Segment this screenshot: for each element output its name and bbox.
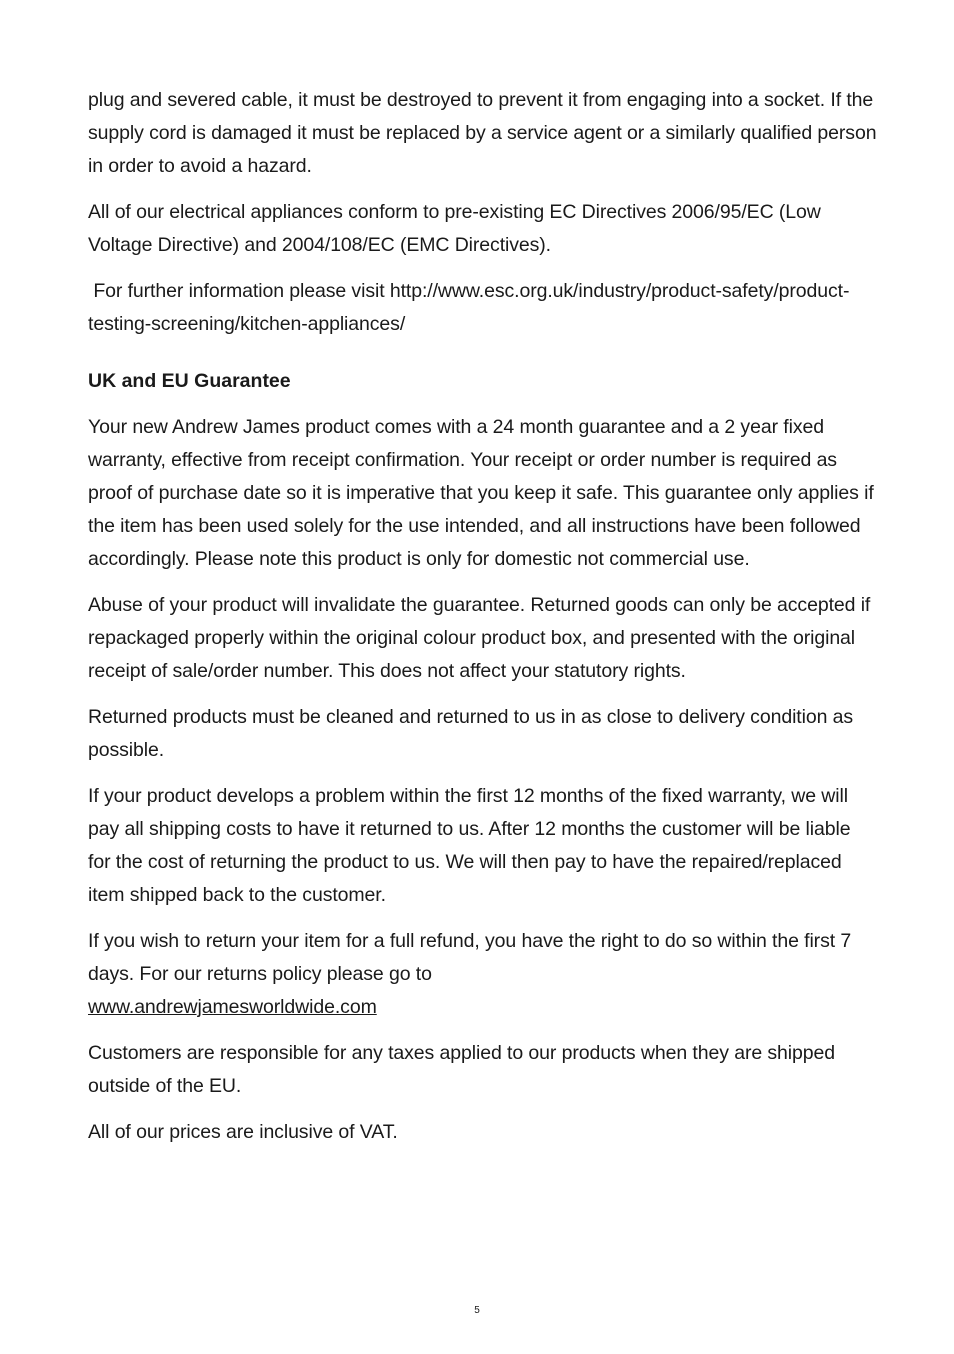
paragraph-further-information: For further information please visit http://www.esc.org.uk/industry/product-safety/product-testing-screening/kitchen-appliances/ bbox=[88, 280, 850, 335]
paragraph-taxes: Customers are responsible for any taxes applied to our products when they are shipped outside of the EU. bbox=[88, 1042, 836, 1097]
paragraph-shipping-costs: If your product develops a problem within the first 12 months of the fixed warranty, we will pay all shipping costs to have it returned to us. After 12 months the customer will be liable for the cost of returning the product to us. We will then pay to have the repaired/replaced item shipped back to the customer. bbox=[88, 785, 851, 906]
guarantee-heading: UK and EU Guarantee bbox=[88, 370, 291, 392]
paragraph-ec-directives: All of our electrical appliances conform to pre-existing EC Directives 2006/95/EC (Low Voltage Directive) and 2004/108/EC (EMC Directives). bbox=[88, 201, 821, 256]
paragraph-guarantee-terms: Your new Andrew James product comes with a 24 month guarantee and a 2 year fixed warranty, effective from receipt confirmation. Your receipt or order number is required as proof of purchase date so it is imperative that you keep it safe. This guarantee only applies if the item has been used solely for the use intended, and all instructions have been followed accordingly. Please note this product is only for domestic not commercial use. bbox=[88, 416, 874, 570]
paragraph-refund bbox=[88, 925, 878, 1024]
paragraph-abuse: Abuse of your product will invalidate the guarantee. Returned goods can only be accepted if repackaged properly within the original colour product box, and presented with the original receipt of sale/order number. This does not affect your statutory rights. bbox=[88, 594, 871, 682]
document-body bbox=[88, 84, 878, 1162]
returns-policy-link[interactable]: www.andrewjamesworldwide.com bbox=[88, 996, 377, 1018]
page-number: 5 bbox=[474, 1305, 480, 1316]
paragraph-supply-cord: plug and severed cable, it must be destroyed to prevent it from engaging into a socket. If the supply cord is damaged it must be replaced by a service agent or a similarly qualified person in order to avoid a hazard. bbox=[88, 89, 877, 177]
paragraph-returned-products: Returned products must be cleaned and returned to us in as close to delivery condition as possible. bbox=[88, 706, 854, 761]
paragraph-vat: All of our prices are inclusive of VAT. bbox=[88, 1121, 398, 1143]
refund-text: If you wish to return your item for a full refund, you have the right to do so within the first 7 days. For our returns policy please go to bbox=[88, 930, 852, 985]
